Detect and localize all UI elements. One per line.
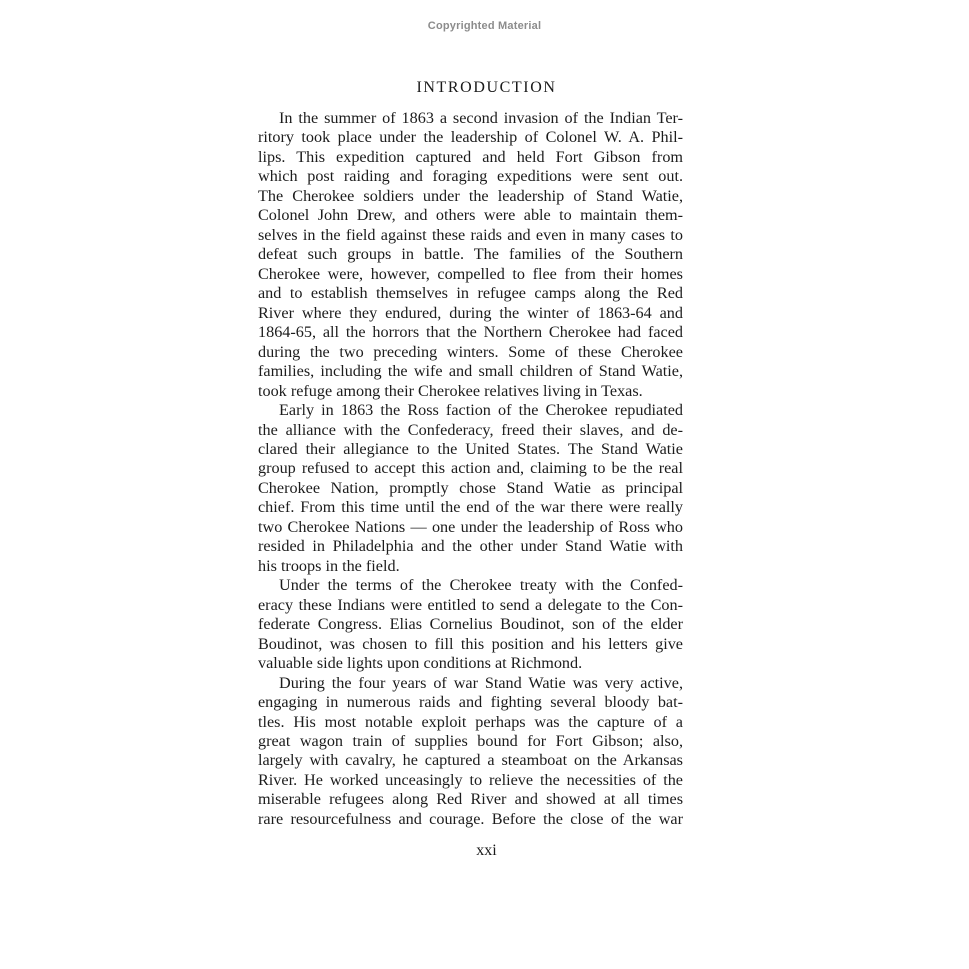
text-line: federate Congress. Elias Cornelius Boudinot, son of the elder bbox=[258, 615, 683, 634]
text-line: which post raiding and foraging expeditions were sent out. bbox=[258, 167, 683, 186]
text-line: In the summer of 1863 a second invasion of the Indian Ter- bbox=[279, 109, 683, 127]
text-line: selves in the field against these raids and even in many cases to bbox=[258, 225, 683, 244]
body-text bbox=[258, 109, 683, 829]
text-line: engaging in numerous raids and fighting several bloody bat- bbox=[258, 693, 683, 712]
text-line: 1864-65, all the horrors that the Northern Cherokee had faced bbox=[258, 323, 683, 342]
text-line: Early in 1863 the Ross faction of the Cherokee repudiated bbox=[279, 401, 683, 420]
text-line: group refused to accept this action and, claiming to be the real bbox=[258, 459, 683, 478]
text-line: largely with cavalry, he captured a steamboat on the Arkansas bbox=[258, 751, 683, 770]
text-line: tles. His most notable exploit perhaps was the capture of a bbox=[258, 712, 683, 731]
text-line: Boudinot, was chosen to fill this position and his letters give bbox=[258, 634, 683, 653]
text-line: great wagon train of supplies bound for Fort Gibson; also, bbox=[258, 732, 683, 750]
text-line: his troops in the field. bbox=[258, 556, 400, 575]
text-line: families, including the wife and small children of Stand Watie, bbox=[258, 362, 683, 381]
text-line: defeat such groups in battle. The families of the Southern bbox=[258, 245, 683, 264]
text-line: miserable refugees along Red River and showed at all times bbox=[258, 790, 683, 809]
text-line: took refuge among their Cherokee relatives living in Texas. bbox=[258, 381, 643, 400]
chapter-title: INTRODUCTION bbox=[416, 79, 557, 96]
text-line: During the four years of war Stand Watie was very active, bbox=[279, 673, 683, 692]
copyright-watermark: Copyrighted Material bbox=[427, 20, 542, 32]
text-line: rare resourcefulness and courage. Before the close of the war bbox=[258, 809, 683, 828]
text-line: Cherokee were, however, compelled to flee from their homes bbox=[258, 264, 683, 283]
text-line: lips. This expedition captured and held Fort Gibson from bbox=[258, 147, 683, 166]
text-line: River where they endured, during the winter of 1863-64 and bbox=[258, 303, 683, 322]
text-line: The Cherokee soldiers under the leadership of Stand Watie, bbox=[258, 186, 683, 205]
text-line: eracy these Indians were entitled to send a delegate to the Con- bbox=[258, 595, 683, 614]
text-line: two Cherokee Nations — one under the leadership of Ross who bbox=[258, 517, 683, 536]
text-line: River. He worked unceasingly to relieve the necessities of the bbox=[258, 770, 683, 789]
text-line: Under the terms of the Cherokee treaty with the Confed- bbox=[279, 576, 683, 595]
page-number: xxi bbox=[476, 842, 497, 859]
text-line: chief. From this time until the end of the war there were really bbox=[258, 498, 683, 517]
text-line: the alliance with the Confederacy, freed their slaves, and de- bbox=[258, 420, 683, 439]
text-line: Cherokee Nation, promptly chose Stand Watie as principal bbox=[258, 478, 683, 497]
text-line: during the two preceding winters. Some of these Cherokee bbox=[258, 342, 683, 361]
text-line: and to establish themselves in refugee camps along the Red bbox=[258, 284, 683, 303]
text-line: ritory took place under the leadership of Colonel W. A. Phil- bbox=[258, 128, 683, 147]
text-line: Colonel John Drew, and others were able to maintain them- bbox=[258, 206, 683, 225]
text-line: resided in Philadelphia and the other under Stand Watie with bbox=[258, 537, 683, 556]
text-line: valuable side lights upon conditions at Richmond. bbox=[258, 654, 583, 673]
text-line: clared their allegiance to the United States. The Stand Watie bbox=[258, 439, 683, 458]
